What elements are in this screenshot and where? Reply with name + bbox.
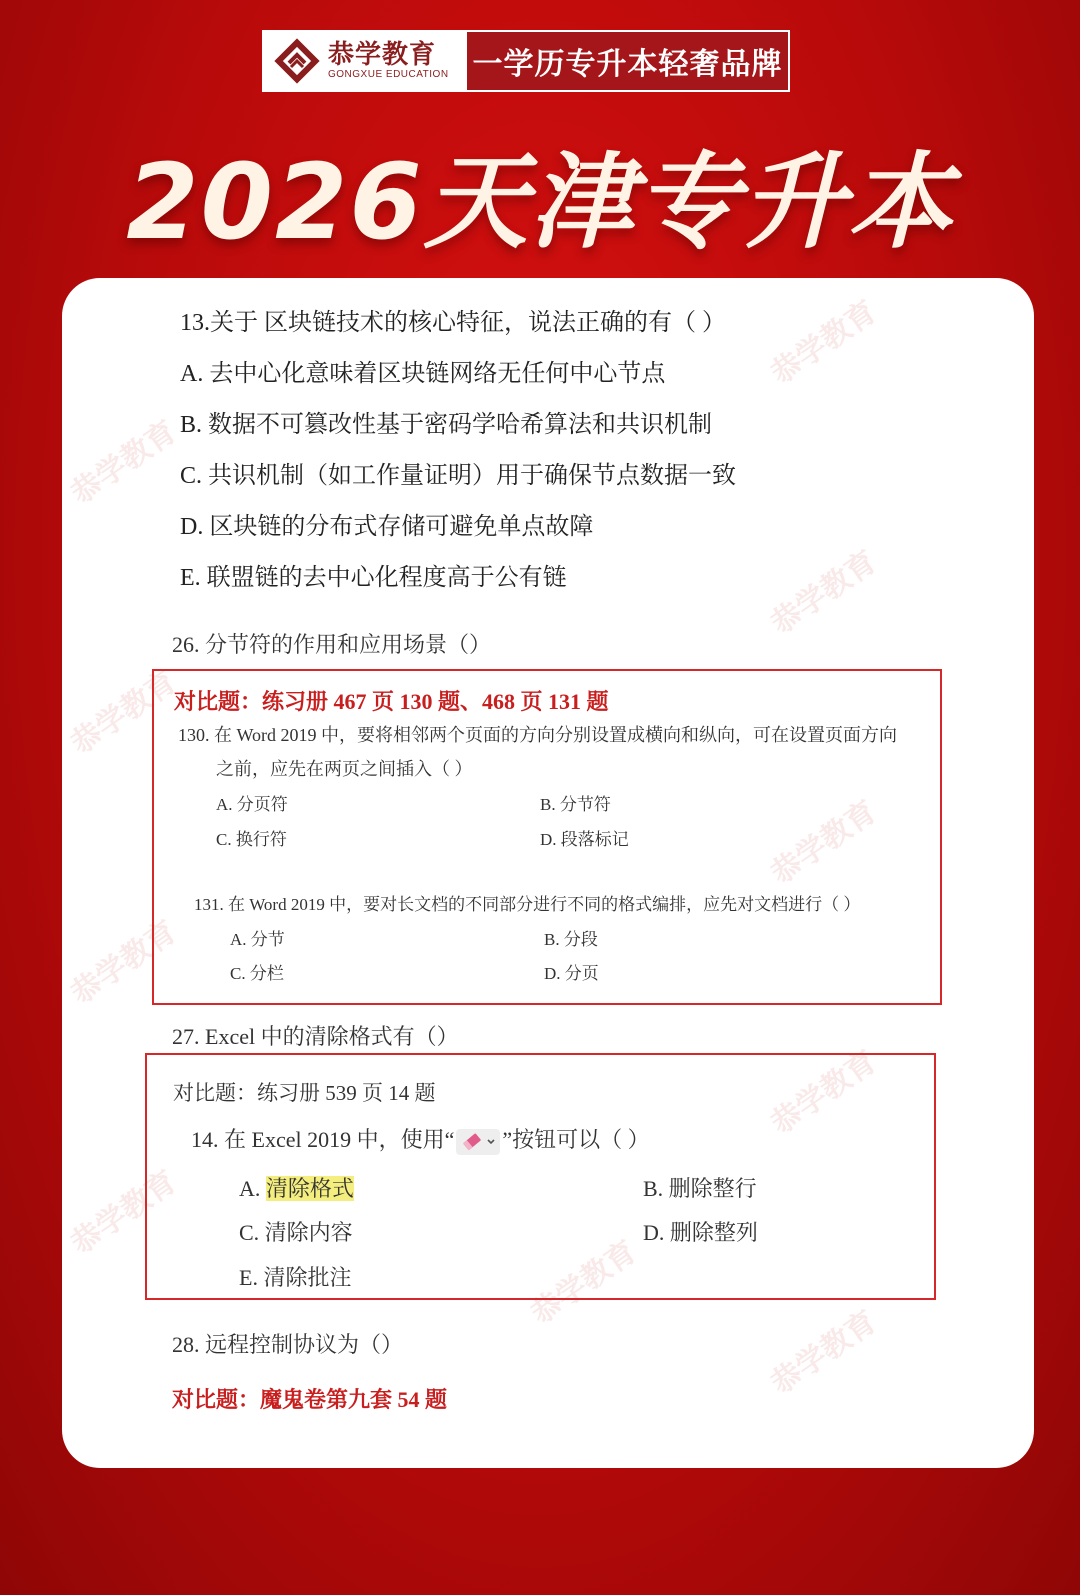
highlighted-answer: 清除格式 [265, 1176, 354, 1201]
compare-box-26 [152, 669, 942, 1005]
compare-label-28: 对比题：魔鬼卷第九套 54 题 [172, 1387, 448, 1412]
compare-label: 对比题：练习册 467 页 130 题、468 页 131 题 [174, 689, 609, 714]
watermark: 恭学教育 [764, 794, 884, 892]
q14-option-c: C. 清除内容 [239, 1220, 353, 1245]
watermark: 恭学教育 [64, 664, 184, 762]
q131-stem: 131. 在 Word 2019 中，要对长文档的不同部分进行不同的格式编排，应先对文档进行（ ） [194, 895, 861, 914]
watermark: 恭学教育 [64, 1164, 184, 1262]
compare-label: 对比题：练习册 539 页 14 题 [173, 1081, 436, 1105]
q131-option-c: C. 分栏 [230, 964, 284, 983]
watermark: 恭学教育 [764, 544, 884, 642]
watermark: 恭学教育 [64, 414, 184, 512]
compare-box-27 [145, 1053, 936, 1300]
option-c: C. 共识机制（如工作量证明）用于确保节点数据一致 [180, 463, 737, 489]
brand-logo-icon [272, 36, 322, 86]
eraser-icon [456, 1129, 500, 1155]
q130-option-b: B. 分节符 [540, 795, 611, 814]
question-28-stem: 28. 远程控制协议为（） [172, 1332, 404, 1357]
q130-stem: 130. 在 Word 2019 中，要将相邻两个页面的方向分别设置成横向和纵向，可在设置页面方向 [178, 725, 898, 745]
q14-option-d: D. 删除整列 [643, 1220, 758, 1245]
q130-option-c: C. 换行符 [216, 830, 287, 849]
q14-stem-after: ”按钮可以（ ） [502, 1127, 650, 1152]
option-e: E. 联盟链的去中心化程度高于公有链 [180, 565, 567, 591]
watermark: 恭学教育 [764, 1304, 884, 1402]
option-a: A. 去中心化意味着区块链网络无任何中心节点 [180, 361, 666, 387]
q131-option-a: A. 分节 [230, 930, 285, 949]
page-title: 2026天津专升本 [126, 141, 954, 263]
brand-name-en: GONGXUE EDUCATION [328, 69, 449, 80]
question-26-stem: 26. 分节符的作用和应用场景（） [172, 632, 492, 657]
option-b: B. 数据不可篡改性基于密码学哈希算法和共识机制 [180, 412, 713, 438]
brand-banner [262, 30, 790, 92]
q130-option-d: D. 段落标记 [540, 830, 629, 849]
q131-option-b: B. 分段 [544, 930, 598, 949]
question-stem: 13.关于 区块链技术的核心特征，说法正确的有（ ） [180, 310, 726, 336]
clear-format-button [456, 1129, 500, 1155]
content-card [62, 278, 1034, 1468]
option-d: D. 区块链的分布式存储可避免单点故障 [180, 514, 594, 540]
q14-stem-before: 14. 在 Excel 2019 中，使用“ [191, 1127, 455, 1152]
q131-option-d: D. 分页 [544, 964, 599, 983]
q14-option-a: A. 清除格式 [239, 1176, 354, 1201]
watermark: 恭学教育 [764, 1044, 884, 1142]
brand-name: 恭学教育 [328, 40, 437, 70]
brand-slogan: 一学历专升本轻奢品牌 [467, 32, 788, 90]
q14-option-e: E. 清除批注 [239, 1265, 352, 1290]
question-27-stem: 27. Excel 中的清除格式有（） [172, 1024, 459, 1049]
q14-stem [191, 1123, 650, 1155]
q14-option-b: B. 删除整行 [643, 1176, 757, 1201]
q130-option-a: A. 分页符 [216, 795, 288, 814]
question-13 [180, 306, 736, 612]
q130-stem-cont: 之前，应先在两页之间插入（ ） [216, 759, 473, 779]
watermark: 恭学教育 [64, 914, 184, 1012]
watermark: 恭学教育 [764, 294, 884, 392]
watermark: 恭学教育 [524, 1234, 644, 1332]
brand-logo [264, 36, 467, 86]
